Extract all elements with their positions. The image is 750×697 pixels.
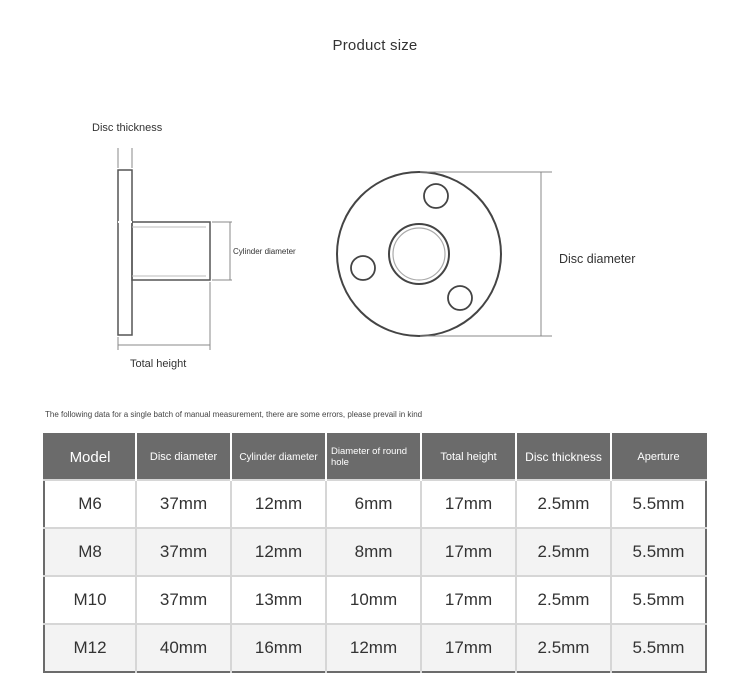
cell-total-height: 17mm: [421, 480, 516, 528]
measurement-note: The following data for a single batch of manual measurement, there are some errors, please prevail in kind: [45, 410, 423, 419]
cell-round-hole-diameter: 12mm: [326, 624, 421, 672]
disc-thickness-label: Disc thickness: [92, 122, 163, 134]
disc-diameter-dimension: [420, 172, 552, 336]
cell-round-hole-diameter: 10mm: [326, 576, 421, 624]
total-height-label: Total height: [130, 358, 187, 370]
header-round-hole-diameter: Diameter of round hole: [326, 434, 421, 480]
size-spec-table: [43, 433, 707, 673]
cell-model: M6: [44, 480, 136, 528]
cell-round-hole-diameter: 6mm: [326, 480, 421, 528]
header-total-height: Total height: [421, 434, 516, 480]
cell-round-hole-diameter: 8mm: [326, 528, 421, 576]
cylinder-diameter-dimension: [212, 222, 232, 280]
table-row: [44, 480, 706, 528]
cell-cylinder-diameter: 16mm: [231, 624, 326, 672]
front-view-center-cylinder: [389, 224, 449, 284]
cell-model: M12: [44, 624, 136, 672]
mounting-hole-top: [424, 184, 448, 208]
cell-total-height: 17mm: [421, 576, 516, 624]
mounting-hole-right: [448, 286, 472, 310]
header-disc-diameter: Disc diameter: [136, 434, 231, 480]
cell-total-height: 17mm: [421, 528, 516, 576]
page-title: Product size: [332, 37, 418, 54]
cell-total-height: 17mm: [421, 624, 516, 672]
cell-model: M10: [44, 576, 136, 624]
cell-cylinder-diameter: 12mm: [231, 480, 326, 528]
cell-aperture: 5.5mm: [611, 576, 706, 624]
table-header-row: [44, 434, 706, 480]
cell-cylinder-diameter: 12mm: [231, 528, 326, 576]
cell-disc-diameter: 40mm: [136, 624, 231, 672]
cell-disc-diameter: 37mm: [136, 528, 231, 576]
side-view: [118, 170, 210, 335]
front-view: [337, 172, 501, 336]
cell-model: M8: [44, 528, 136, 576]
cell-disc-diameter: 37mm: [136, 480, 231, 528]
cell-cylinder-diameter: 13mm: [231, 576, 326, 624]
table-row: [44, 624, 706, 672]
mounting-hole-left: [351, 256, 375, 280]
cell-disc-thickness: 2.5mm: [516, 576, 611, 624]
cell-disc-thickness: 2.5mm: [516, 528, 611, 576]
cylinder-diameter-label: Cylinder diameter: [233, 247, 296, 256]
header-cylinder-diameter: Cylinder diameter: [231, 434, 326, 480]
cell-disc-thickness: 2.5mm: [516, 480, 611, 528]
front-view-aperture: [393, 228, 445, 280]
header-disc-thickness: Disc thickness: [516, 434, 611, 480]
cell-disc-diameter: 37mm: [136, 576, 231, 624]
front-view-disc: [337, 172, 501, 336]
header-model: Model: [44, 434, 136, 480]
table-row: [44, 576, 706, 624]
side-view-disc: [118, 170, 132, 335]
table-row: [44, 528, 706, 576]
side-view-cylinder: [132, 222, 210, 280]
cell-aperture: 5.5mm: [611, 480, 706, 528]
cell-aperture: 5.5mm: [611, 624, 706, 672]
cell-disc-thickness: 2.5mm: [516, 624, 611, 672]
cell-aperture: 5.5mm: [611, 528, 706, 576]
disc-diameter-label: Disc diameter: [559, 252, 636, 266]
header-aperture: Aperture: [611, 434, 706, 480]
disc-thickness-dimension: [118, 148, 132, 168]
